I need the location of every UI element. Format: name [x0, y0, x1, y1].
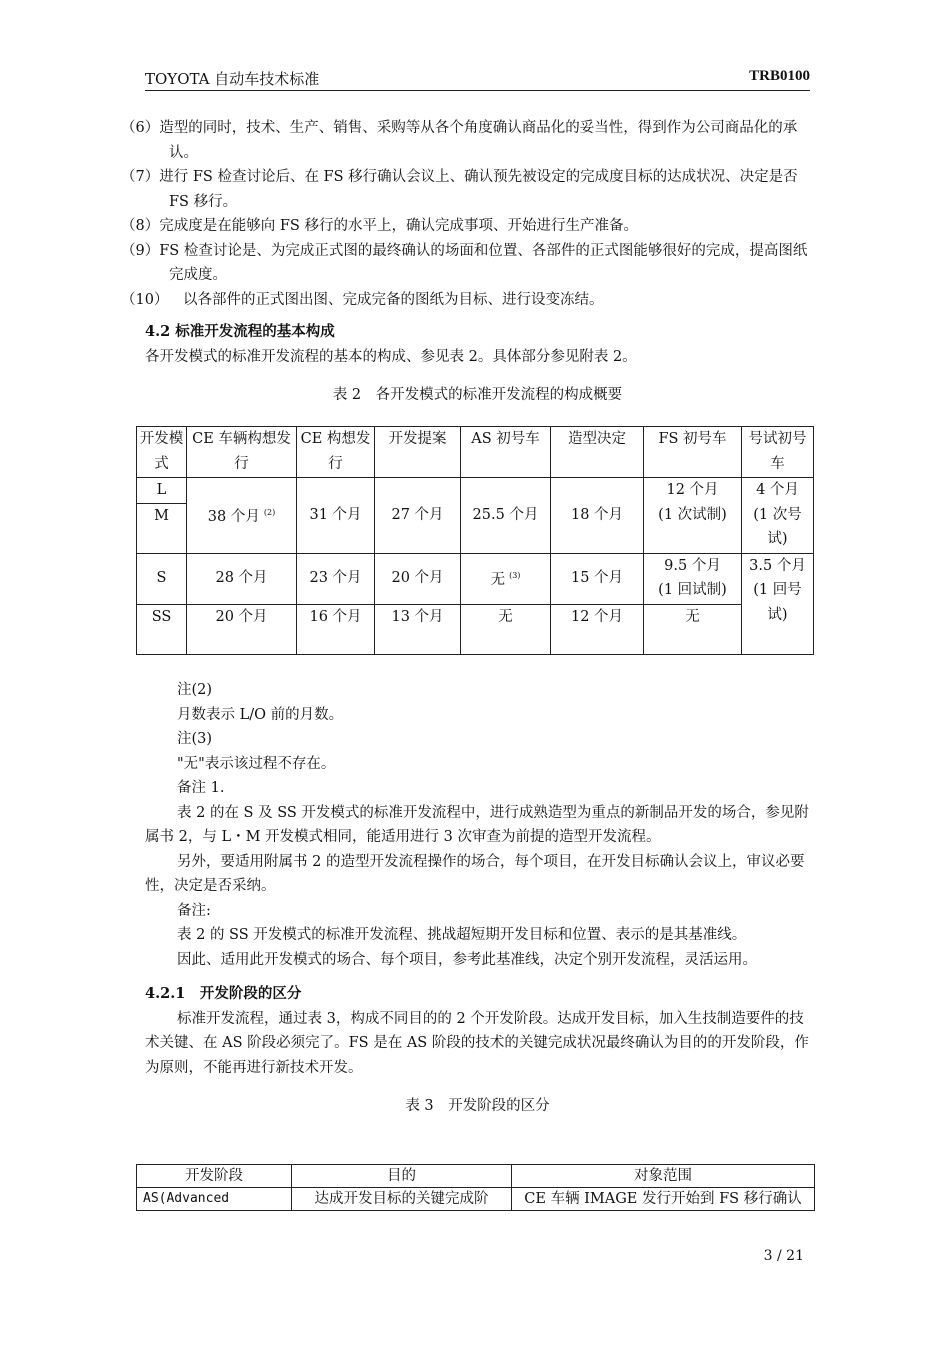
- table-cell: CE 车辆 IMAGE 发行开始到 FS 移行确认: [512, 1188, 815, 1211]
- section-paragraph: 各开发模式的标准开发流程的基本的构成、参见表 2。具体部分参见附表 2。: [145, 348, 637, 365]
- row-label: M: [137, 503, 187, 553]
- header-cell: 号试初号车: [742, 427, 814, 478]
- table-cell: 38 个月 $^{(2)}$: [187, 478, 297, 554]
- row-label: L: [137, 478, 187, 504]
- remark-paragraph: 另外，要适用附属书 2 的造型开发流程操作的场合，每个项目，在开发目标确认会议上，审议必要性，决定是否采纳。: [145, 853, 805, 894]
- table-cell: 12 个月: [551, 604, 644, 654]
- table-cell: 无 $^{(3)}$: [461, 553, 551, 604]
- page-number: 3 / 21: [763, 1248, 804, 1264]
- table-row: [137, 604, 814, 654]
- table-header-row: [137, 427, 814, 478]
- header-cell: AS 初号车: [461, 427, 551, 478]
- table-cell: 15 个月: [551, 553, 644, 604]
- table3: [136, 1164, 815, 1211]
- row-label: S: [137, 553, 187, 604]
- table-cell: 20 个月: [187, 604, 297, 654]
- list-item: （10） 以各部件的正式图出图、完成完备的图纸为目标、进行设变冻结。: [121, 291, 604, 308]
- header-cell: CE 构想发行: [297, 427, 375, 478]
- table-cell: 31 个月: [297, 478, 375, 554]
- section-heading: 4.2 标准开发流程的基本构成: [145, 323, 335, 340]
- table-cell: 25.5 个月: [461, 478, 551, 554]
- remark-label: 备注 1.: [177, 780, 225, 796]
- header-cell: 造型决定: [551, 427, 644, 478]
- table-cell: 13 个月: [375, 604, 461, 654]
- table-cell: 达成开发目标的关键完成阶: [292, 1188, 512, 1211]
- table-row: [137, 478, 814, 504]
- table-cell: 无: [461, 604, 551, 654]
- remark-paragraph: 表 2 的在 S 及 SS 开发模式的标准开发流程中，进行成熟造型为重点的新制品开发的场合，参见附属书 2，与 L・M 开发模式相同，能适用进行 3 次审查为前提的造型开发流程。: [145, 804, 809, 845]
- row-label: SS: [137, 604, 187, 654]
- table-cell: 28 个月: [187, 553, 297, 604]
- remark-paragraph: 因此、适用此开发模式的场合、每个项目，参考此基准线，决定个别开发流程，灵活运用。: [177, 951, 757, 968]
- header-cell: 开发模式: [137, 427, 187, 478]
- remark-paragraph: 表 2 的 SS 开发模式的标准开发流程、挑战超短期开发目标和位置、表示的是其基准线。: [177, 927, 747, 943]
- header-cell: 目的: [292, 1165, 512, 1188]
- table-row: [137, 553, 814, 604]
- header-cell: 开发阶段: [137, 1165, 292, 1188]
- body-text: [121, 116, 810, 418]
- table-cell: 12 个月 (1 次试制): [644, 478, 742, 554]
- table-cell: 无: [644, 604, 742, 654]
- note-label: 注(3): [177, 731, 213, 747]
- header-cell: 开发提案: [375, 427, 461, 478]
- header-cell: FS 初号车: [644, 427, 742, 478]
- remark-label: 备注:: [177, 902, 211, 919]
- table2-caption: 表 2 各开发模式的标准开发流程的构成概要: [332, 387, 623, 403]
- list-item: （9）FS 检查讨论是、为完成正式图的最终确认的场面和位置、各部件的正式图能够很好的完成，提高图纸完成度。: [121, 242, 808, 283]
- header-cell: CE 车辆构想发行: [187, 427, 297, 478]
- list-item: （8）完成度是在能够向 FS 移行的水平上，确认完成事项、开始进行生产准备。: [121, 218, 638, 234]
- table-cell: 3.5 个月 (1 回号试): [742, 553, 814, 654]
- table-cell: 4 个月 (1 次号试): [742, 478, 814, 554]
- table-cell: 27 个月: [375, 478, 461, 554]
- note-label: 注(2): [177, 682, 213, 698]
- page-header: [145, 68, 810, 91]
- header-cell: 对象范围: [512, 1165, 815, 1188]
- table-header-row: [137, 1165, 815, 1188]
- section-paragraph: 标准开发流程，通过表 3，构成不同目的的 2 个开发阶段。达成开发目标，加入生技制造要件的技术关键、在 AS 阶段必须完了。FS 是在 AS 阶段的技术的关键完成状况最终确认为目的的开发阶段，作为原则，不能再进行新技术开发。: [145, 1010, 809, 1076]
- note-text: "无"表示该过程不存在。: [177, 755, 336, 772]
- note-text: 月数表示 L/O 前的月数。: [177, 706, 344, 723]
- footnote-marker: (3): [509, 571, 521, 581]
- table-cell: 16 个月: [297, 604, 375, 654]
- table-cell: AS(Advanced: [137, 1188, 292, 1211]
- section-heading: 4.2.1 开发阶段的区分: [145, 985, 302, 1002]
- table3-caption: 表 3 开发阶段的区分: [405, 1098, 550, 1114]
- table2: [136, 426, 814, 655]
- list-item: （7）进行 FS 检查讨论后、在 FS 移行确认会议上、确认预先被设定的完成度目标的达成状况、决定是否 FS 移行。: [121, 169, 798, 210]
- table-cell: 18 个月: [551, 478, 644, 554]
- document-code: TRB0100: [749, 68, 810, 84]
- footnote-marker: (2): [263, 508, 276, 518]
- table-row: [137, 1188, 815, 1211]
- table-cell: 23 个月: [297, 553, 375, 604]
- table-cell: 20 个月: [375, 553, 461, 604]
- notes-block: [145, 678, 810, 1129]
- table-cell: 9.5 个月 (1 回试制): [644, 553, 742, 604]
- header-title: TOYOTA 自动车技术标准: [145, 70, 320, 88]
- list-item: （6）造型的同时，技术、生产、销售、采购等从各个角度确认商品化的妥当性，得到作为公司商品化的承认。: [121, 120, 798, 161]
